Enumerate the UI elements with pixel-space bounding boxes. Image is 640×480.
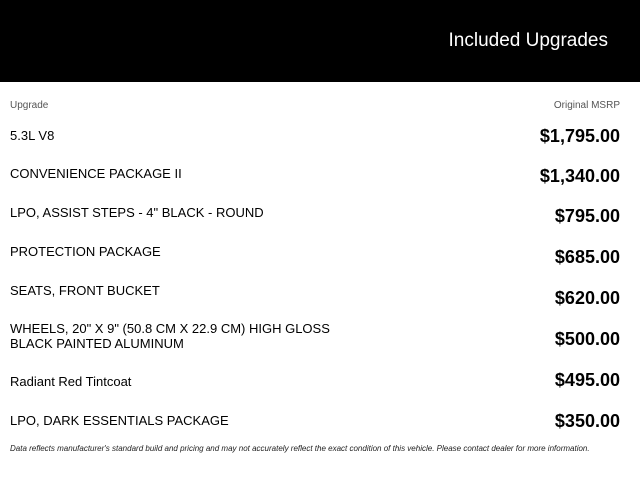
- upgrade-price: $1,340.00: [539, 166, 620, 186]
- upgrade-name: SEATS, FRONT BUCKET: [10, 283, 160, 298]
- upgrade-price: $620.00: [554, 288, 620, 308]
- upgrade-name: LPO, DARK ESSENTIALS PACKAGE: [10, 413, 229, 428]
- upgrade-price: $500.00: [554, 329, 620, 349]
- column-header-upgrade: Upgrade: [10, 100, 49, 111]
- upgrade-name: Radiant Red Tintcoat: [10, 374, 132, 389]
- page-title: Included Upgrades: [448, 30, 608, 51]
- column-header-msrp: Original MSRP: [553, 100, 620, 111]
- header-banner: [0, 0, 640, 82]
- upgrade-price: $495.00: [554, 370, 620, 390]
- upgrade-name: CONVENIENCE PACKAGE II: [10, 166, 182, 181]
- upgrade-price: $350.00: [554, 411, 620, 431]
- upgrade-price: $795.00: [554, 206, 620, 226]
- upgrade-name: LPO, ASSIST STEPS - 4" BLACK - ROUND: [10, 205, 264, 220]
- upgrade-price: $1,795.00: [539, 126, 620, 146]
- upgrade-name: PROTECTION PACKAGE: [10, 244, 161, 259]
- disclaimer-text: Data reflects manufacturer's standard build and pricing and may not accurately reflect the exact condition of this vehicle. Please contact dealer for more information.: [10, 444, 590, 453]
- upgrade-name: 5.3L V8: [10, 128, 55, 143]
- upgrade-price: $685.00: [554, 247, 620, 267]
- upgrade-name: WHEELS, 20" X 9" (50.8 CM X 22.9 CM) HIGH GLOSS BLACK PAINTED ALUMINUM: [10, 321, 330, 351]
